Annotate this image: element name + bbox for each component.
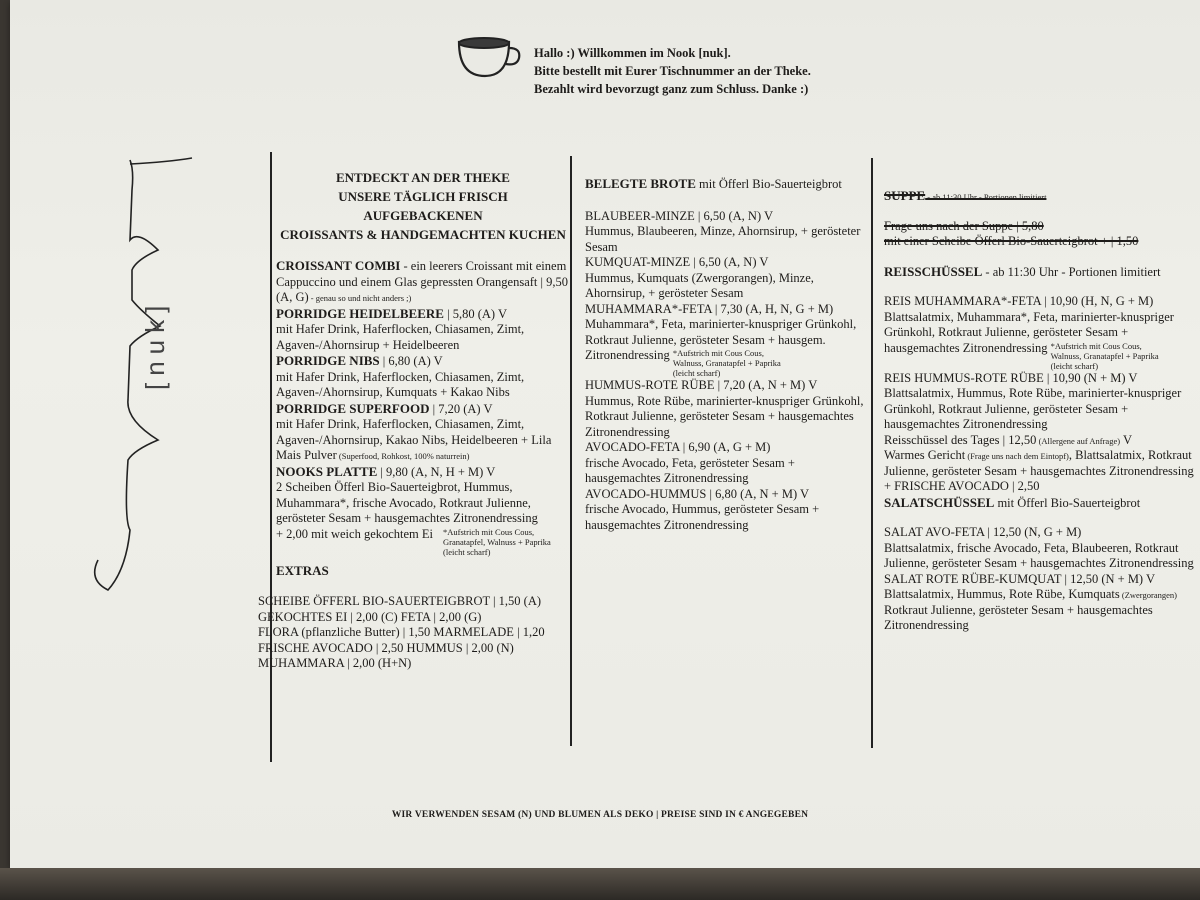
extras-line: SCHEIBE ÖFFERL BIO-SAUERTEIGBROT | 1,50 (A) [258, 594, 542, 608]
suppe-line-2: mit einer Scheibe Öfferl Bio-Sauerteigbrot + | 1,50 [884, 234, 1139, 248]
column-rule-3 [871, 158, 873, 748]
brote-heading [585, 176, 865, 193]
reis-heading [884, 264, 1196, 281]
extras-line: FLORA (pflanzliche Butter) | 1,50 MARMELADE | 1,20 [258, 625, 545, 639]
item-name: MUHAMMARA*-FETA [585, 301, 712, 316]
extras-line: FRISCHE AVOCADO | 2,50 HUMMUS | 2,00 (N) [258, 640, 514, 655]
suppe-subtitle: - ab 11:30 Uhr - Portionen limitiert [925, 192, 1047, 202]
item-desc: Rotkraut Julienne, gerösteter Sesam + hausgemachtes Zitronendressing [884, 602, 1153, 632]
suppe-title: SUPPE [884, 188, 926, 203]
nooks-platte [276, 464, 568, 527]
item-desc: , Blattsalatmix, Rotkraut Julienne, gerösteter Sesam + hausgemachtes Zitronendressing [884, 448, 1194, 478]
item-note: *Aufstrich mit Cous Cous, Walnuss, Granatapfel + Paprika (leicht scharf) [672, 348, 781, 378]
item-price: | 6,50 (A, N) V [694, 208, 774, 223]
item-desc: 2 Scheiben Öfferl Bio-Sauerteigbrot, Hummus, Muhammara*, frische Avocado, Rotkraut Julienne, gerösteter Sesam + hausgemachtes Zitronendressing [276, 480, 538, 525]
item-desc: Hummus, Rote Rübe, marinierter-knuspriger Grünkohl, Rotkraut Julienne, gerösteter Sesam + hausgemachtes Zitronendressing [585, 393, 864, 439]
salat-subtitle: mit Öfferl Bio-Sauerteigbrot [994, 495, 1141, 510]
item-desc: Blattsalatmix, Hummus, Rote Rübe, marinierter-knuspriger Grünkohl, Rotkraut Julienne, gerösteter Sesam + hausgemachtes Zitronendressing [884, 386, 1182, 431]
item-desc: Blattsalatmix, Hummus, Rote Rübe, Kumquats [884, 587, 1120, 601]
extras-line: GEKOCHTES EI | 2,00 (C) FETA | 2,00 (G) [258, 609, 482, 624]
item-title: PORRIDGE SUPERFOOD [276, 400, 430, 416]
welcome-line-3: Bezahlt wird bevorzugt ganz zum Schluss. Danke :) [534, 82, 809, 96]
porridge-heidelbeere [276, 306, 568, 354]
logo-text: [nuk] [140, 298, 170, 390]
porridge-nibs [276, 353, 568, 401]
item-price: | 7,20 (A, N + M) V [714, 378, 818, 392]
table-edge [0, 868, 1200, 900]
croissant-combi [276, 258, 568, 306]
item-desc: Blattsalatmix, frische Avocado, Feta, Blaubeeren, Rotkraut Julienne, gerösteter Sesam + hausgemachtes Zitronendressing [884, 540, 1194, 570]
item-name: BLAUBEER-MINZE [585, 208, 695, 223]
item-price: | 6,80 (A) V [379, 354, 443, 368]
item-desc: Hummus, Kumquats (Zwergorangen), Minze, Ahornsirup, + gerösteter Sesam [585, 270, 814, 300]
suppe-heading [884, 188, 1196, 205]
extras-title: EXTRAS [276, 562, 329, 578]
brot-item [585, 255, 865, 302]
intro-line-1: ENTDECKT AN DER THEKE [336, 170, 510, 185]
column-breakfast [258, 168, 568, 672]
item-name: KUMQUAT-MINZE [585, 255, 691, 269]
item-name: AVOCADO-HUMMUS [585, 486, 707, 501]
brot-item [585, 440, 865, 487]
item-title: CROISSANT COMBI [276, 258, 401, 273]
item-price: | 12,50 [999, 432, 1037, 447]
intro-line-3: CROISSANTS & HANDGEMACHTEN KUCHEN [280, 227, 566, 242]
item-price: | 5,80 (A) V [443, 306, 507, 321]
item-title: PORRIDGE HEIDELBEERE [276, 305, 444, 321]
ei-extra [276, 527, 568, 557]
salat-heading [884, 495, 1196, 512]
item-price: | 6,80 (A, N + M) V [706, 486, 810, 501]
column-belegte-brote [585, 176, 865, 533]
item-desc: Warmes Gericht [884, 448, 966, 462]
item-desc: frische Avocado, Hummus, gerösteter Sesam + hausgemachtes Zitronendressing [585, 502, 820, 532]
item-name: Reisschüssel des Tages [884, 432, 1000, 447]
item-price: | 6,50 (A, N) V [690, 255, 769, 269]
salat-item [884, 525, 1196, 572]
item-name: REIS HUMMUS-ROTE RÜBE [884, 370, 1044, 385]
item-price: | 7,30 (A, H, N, G + M) [711, 301, 834, 316]
item-title: PORRIDGE NIBS [276, 353, 380, 368]
welcome-line-2: Bitte bestellt mit Eurer Tischnummer an der Theke. [534, 64, 811, 78]
extras-line: MUHAMMARA | 2,00 (H+N) [258, 656, 412, 670]
nook-signature-logo [68, 150, 198, 600]
salat-item [884, 572, 1196, 634]
intro-line-2: UNSERE TÄGLICH FRISCH AUFGEBACKENEN [338, 189, 508, 223]
brote-subtitle: mit Öfferl Bio-Sauerteigbrot [695, 177, 842, 191]
item-price: | 9,80 (A, N, H + M) V [377, 464, 496, 479]
item-name: AVOCADO-FETA [585, 440, 680, 454]
item-price: | 7,20 (A) V [429, 401, 493, 416]
porridge-superfood [276, 401, 568, 464]
item-note: *Aufstrich mit Cous Cous, Walnuss, Granatapfel + Paprika (leicht scharf) [1050, 340, 1159, 371]
ei-extra-text: + 2,00 mit weich gekochtem Ei [276, 526, 434, 541]
item-desc: mit Hafer Drink, Haferflocken, Chiasamen, Zimt, Agaven-/Ahornsirup, Kakao Nibs, Heidelbeeren + Lila Mais Pulver [276, 417, 552, 462]
item-desc: frische Avocado, Feta, gerösteter Sesam + hausgemachtes Zitronendressing [585, 455, 795, 485]
reis-item [884, 371, 1196, 433]
item-note: (Zwergorangen) [1119, 590, 1177, 600]
avocado-extra: + FRISCHE AVOCADO | 2,50 [884, 479, 1040, 493]
item-note: (Frage uns nach dem Eintopf) [965, 451, 1069, 461]
welcome-message [534, 44, 954, 98]
item-title: NOOKS PLATTE [276, 463, 378, 479]
reis-des-tages [884, 433, 1196, 480]
item-desc: Hummus, Blaubeeren, Minze, Ahornsirup, + gerösteter Sesam [585, 224, 861, 254]
item-price: | 12,50 (N, G + M) [984, 525, 1082, 539]
vegan-mark: V [1120, 432, 1132, 447]
item-note: (Allergene auf Anfrage) [1036, 435, 1121, 446]
brote-title: BELEGTE BROTE [585, 176, 696, 191]
brot-item [585, 302, 865, 379]
item-desc: - ein leerers Croissant mit einem Cappuccino und einem Glas gepressten Orangensaft | 9,50 (A, G) [276, 259, 569, 304]
item-desc: mit Hafer Drink, Haferflocken, Chiasamen, Zimt, Agaven-/Ahornsirup + Heidelbeeren [276, 322, 525, 352]
item-desc: Muhammara*, Feta, marinierter-knuspriger Grünkohl, Rotkraut Julienne, gerösteter Sesam + hausgem. Zitronendressing [585, 317, 857, 362]
brot-item [585, 378, 865, 440]
extras-list [258, 594, 568, 672]
item-note: - genau so und nicht anders ;) [308, 293, 412, 303]
reis-title: REISSCHÜSSEL [884, 263, 983, 279]
welcome-line-1: Hallo :) Willkommen im Nook [nuk]. [534, 46, 731, 60]
reis-subtitle: - ab 11:30 Uhr - Portionen limitiert [982, 264, 1161, 279]
item-name: REIS MUHAMMARA*-FETA [884, 294, 1042, 308]
item-name: SALAT AVO-FETA [884, 525, 985, 539]
item-price: | 12,50 (N + M) V [1061, 571, 1156, 586]
suppe-line-1: Frage uns nach der Suppe | 5,80 [884, 218, 1044, 233]
item-price: | 10,90 (H, N, G + M) [1041, 294, 1154, 308]
reis-item [884, 294, 1196, 371]
coffee-cup-icon [455, 36, 523, 80]
item-name: HUMMUS-ROTE RÜBE [585, 378, 715, 392]
theke-intro [258, 168, 568, 244]
item-price: | 6,90 (A, G + M) [679, 440, 771, 454]
salat-title: SALATSCHÜSSEL [884, 494, 995, 510]
ei-extra-note: *Aufstrich mit Cous Cous, Granatapfel, Walnuss + Paprika (leicht scharf) [443, 526, 551, 557]
item-name: SALAT ROTE RÜBE-KUMQUAT [884, 571, 1062, 586]
item-desc: Blattsalatmix, Muhammara*, Feta, marinierter-knuspriger Grünkohl, Rotkraut Julienne, gerösteter Sesam + hausgemachtes Zitronendressing [884, 309, 1174, 355]
column-rule-2 [570, 156, 572, 746]
footer-note: WIR VERWENDEN SESAM (N) UND BLUMEN ALS DEKO | PREISE SIND IN € ANGEGEBEN [391, 810, 809, 820]
item-note: (Superfood, Rohkost, 100% naturrein) [336, 451, 470, 461]
column-bowls [884, 188, 1196, 634]
item-price: | 10,90 (N + M) V [1043, 370, 1138, 385]
item-desc: mit Hafer Drink, Haferflocken, Chiasamen, Zimt, Agaven-/Ahornsirup, Kumquats + Kakao Nibs [276, 369, 525, 399]
brot-item [585, 209, 865, 256]
brot-item [585, 487, 865, 534]
